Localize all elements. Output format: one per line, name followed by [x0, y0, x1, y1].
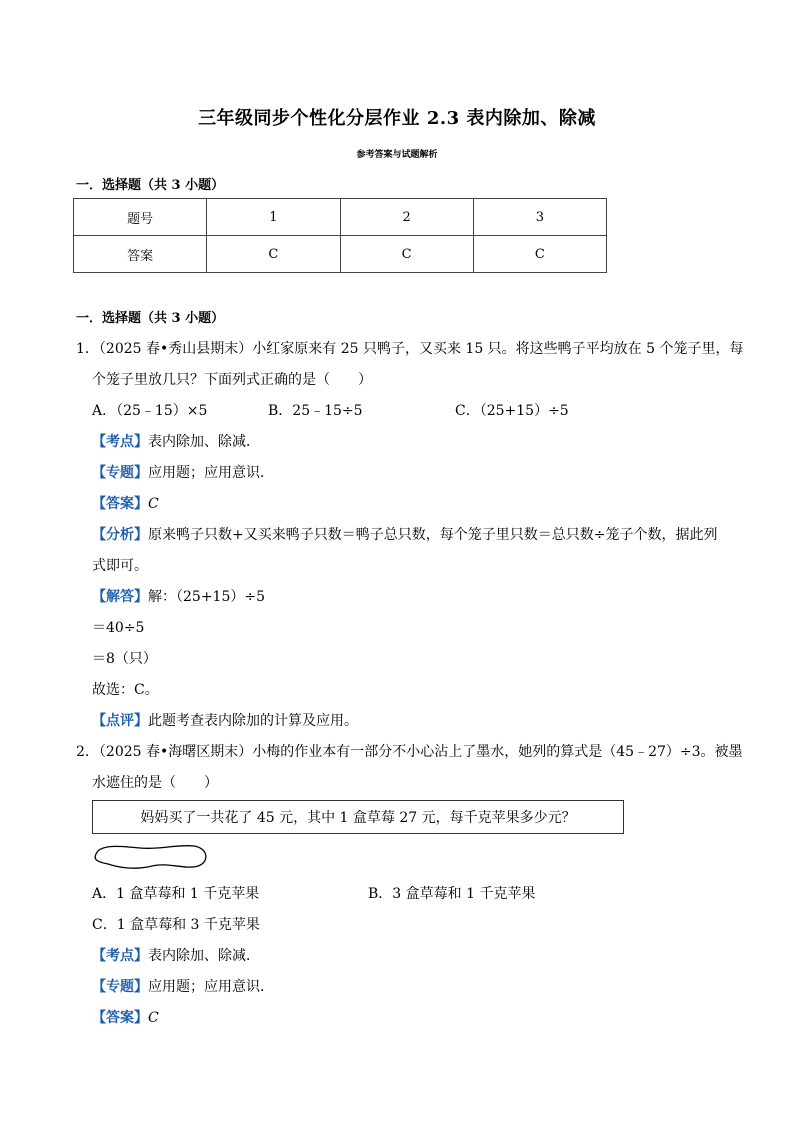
question-1-option-a: A．（25﹣15）×5: [92, 403, 208, 419]
question-1-choice: 故选：C。: [92, 682, 159, 698]
zhuanti-label: 【专题】: [92, 979, 148, 995]
answer-table-answer-row: [74, 236, 607, 273]
question-number: 1．: [76, 341, 99, 357]
kaodian-text: 表内除加、除减．: [148, 434, 260, 450]
zhuanti-text: 应用题；应用意识．: [148, 465, 274, 481]
question-2-answer: [92, 1008, 159, 1028]
question-1-step-2: ＝8（只）: [92, 651, 157, 667]
zhuanti-text: 应用题；应用意识．: [148, 979, 274, 995]
kaodian-label: 【考点】: [92, 948, 148, 964]
document-subtitle: 参考答案与试题解析: [356, 150, 438, 160]
analysis-text: 原来鸭子只数+又买来鸭子只数＝鸭子总只数，每个笼子里只数＝总只数÷笼子个数，据此列: [148, 527, 718, 543]
answer-cell: C: [207, 236, 340, 273]
question-number-cell: 2: [340, 199, 473, 236]
question-text: （2025 春•海曙区期末）小梅的作业本有一部分不小心沾上了墨水，她列的算式是（45﹣27）÷3。被墨: [98, 744, 743, 760]
answer-cell: C: [473, 236, 606, 273]
problem-box-text: 妈妈买了一共花了 45 元，其中 1 盒草莓 27 元，每千克苹果多少元？: [140, 810, 576, 826]
question-2-option-a: A．1 盒草莓和 1 千克苹果: [92, 886, 260, 902]
table-answer-label-cell: 答案: [74, 236, 207, 273]
comment-text: 此题考查表内除加的计算及应用。: [148, 713, 358, 729]
analysis-label: 【分析】: [92, 527, 148, 543]
question-number: 2．: [76, 744, 99, 760]
question-2-option-b: B．3 盒草莓和 1 千克苹果: [368, 886, 536, 902]
question-1-stem-line-1: [76, 339, 744, 359]
section-heading-detail: 一．选择题（共 3 小题）: [76, 311, 225, 326]
zhuanti-label: 【专题】: [92, 465, 148, 481]
section-heading-summary: 一．选择题（共 3 小题）: [76, 178, 225, 193]
question-1-stem-line-2: 个笼子里放几只？下面列式正确的是（ ）: [92, 372, 372, 388]
kaodian-text: 表内除加、除减．: [148, 948, 260, 964]
question-1-analysis-line-2: 式即可。: [92, 558, 148, 574]
kaodian-label: 【考点】: [92, 434, 148, 450]
comment-label: 【点评】: [92, 713, 148, 729]
answer-label: 【答案】: [92, 496, 148, 512]
question-2-kaodian: [92, 946, 260, 966]
answer-label: 【答案】: [92, 1010, 148, 1026]
question-1-zhuanti: [92, 463, 274, 483]
question-number-cell: 1: [207, 199, 340, 236]
answer-cell: C: [340, 236, 473, 273]
question-1-step-1: ＝40÷5: [92, 620, 145, 636]
answer-text: C: [148, 496, 159, 512]
question-2-stem-line-2: 水遮住的是（ ）: [92, 775, 218, 791]
question-2-zhuanti: [92, 977, 274, 997]
answer-table: [73, 198, 607, 273]
solution-text: 解：（25+15）÷5: [148, 589, 265, 605]
question-1-option-c: C．（25+15）÷5: [455, 403, 569, 419]
ink-stain-outline: [90, 840, 210, 874]
question-1-answer: [92, 494, 159, 514]
question-1-comment: [92, 711, 358, 731]
question-number-cell: 3: [473, 199, 606, 236]
question-1-option-b: B．25﹣15÷5: [268, 403, 363, 419]
solution-label: 【解答】: [92, 589, 148, 605]
question-1-kaodian: [92, 432, 260, 452]
question-2-problem-box: [92, 800, 624, 834]
answer-table-number-row: [74, 199, 607, 236]
question-1-analysis-line-1: [92, 525, 717, 545]
document-title: 三年级同步个性化分层作业 2.3 表内除加、除减: [198, 108, 596, 129]
table-header-cell: 题号: [74, 199, 207, 236]
question-2-stem-line-1: [76, 742, 743, 762]
question-1-solution: [92, 587, 265, 607]
question-text: （2025 春•秀山县期末）小红家原来有 25 只鸭子，又买来 15 只。将这些鸭子平均放在 5 个笼子里，每: [98, 341, 744, 357]
answer-text: C: [148, 1010, 159, 1026]
question-2-option-c: C．1 盒草莓和 3 千克苹果: [92, 917, 260, 933]
